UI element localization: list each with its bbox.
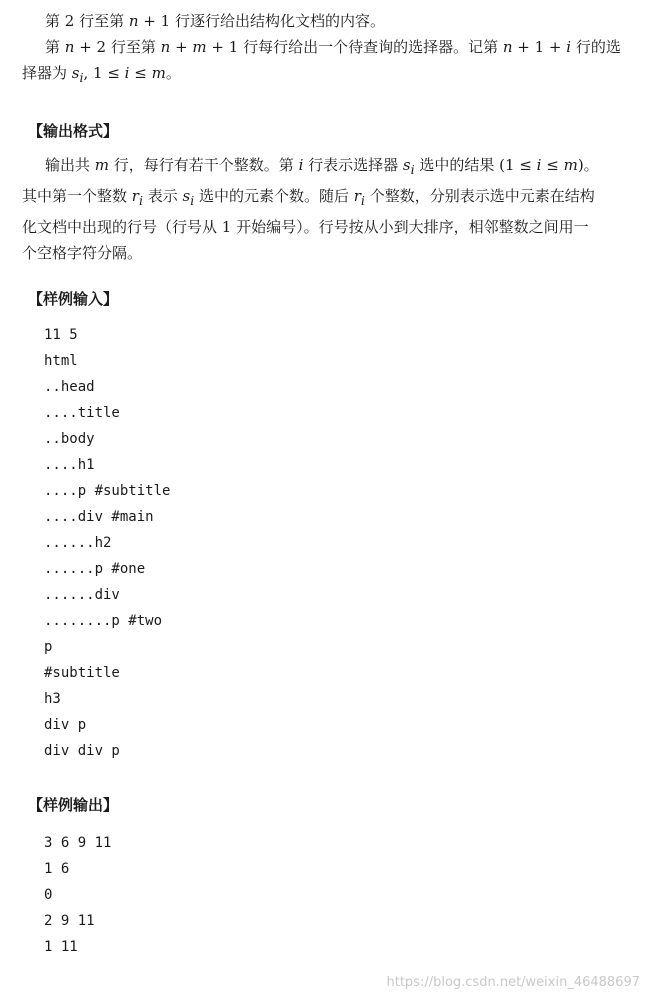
sample-input-line: 11 5 — [44, 327, 78, 343]
output-desc-line-3: 化文档中出现的行号（行号从 1 开始编号）。行号按从小到大排序，相邻整数之间用一 — [22, 218, 589, 236]
sample-output-block — [44, 830, 111, 960]
sample-input-line: ..body — [44, 431, 95, 447]
sample-output-line: 1 11 — [44, 939, 78, 955]
sample-input-line: ........p #two — [44, 613, 163, 629]
sample-input-line: ....p #subtitle — [44, 483, 171, 499]
sample-output-line: 0 — [44, 887, 53, 903]
sample-input-line: ..head — [44, 379, 95, 395]
sample-output-heading: 【样例输出】 — [28, 796, 119, 814]
sample-input-line: ......h2 — [44, 535, 112, 551]
sample-input-line: div p — [44, 717, 87, 733]
sample-input-heading: 【样例输入】 — [28, 290, 119, 308]
sample-output-line: 2 9 11 — [44, 913, 95, 929]
watermark: https://blog.csdn.net/weixin_46488697 — [386, 975, 640, 990]
input-desc-line-2: 第 n + 2 行至第 n + m + 1 行每行给出一个待查询的选择器。记第 n + 1 + i 行的选 — [45, 38, 621, 56]
input-desc-line-3: 择器为 $s_i$, 1 ≤ i ≤ m。 — [22, 64, 181, 85]
sample-input-line: p — [44, 639, 53, 655]
sample-input-block — [44, 322, 170, 764]
output-desc-line-1: 输出共 m 行，每行有若干个整数。第 i 行表示选择器 $s_i$ 选中的结果 (1 ≤ i ≤ m)。 — [45, 156, 599, 177]
output-format-description — [22, 152, 634, 266]
sample-input-line: h3 — [44, 691, 61, 707]
sample-input-line: ....h1 — [44, 457, 95, 473]
output-desc-line-4: 个空格字符分隔。 — [22, 244, 143, 262]
output-desc-line-2: 其中第一个整数 $r_i$ 表示 $s_i$ 选中的元素个数。随后 $r_i$ 个整数，分别表示选中元素在结构 — [22, 187, 595, 208]
sample-output-line: 1 6 — [44, 861, 70, 877]
input-desc-line-1: 第 2 行至第 n + 1 行逐行给出结构化文档的内容。 — [45, 12, 385, 30]
sample-output-line: 3 6 9 11 — [44, 835, 112, 851]
output-format-heading: 【输出格式】 — [28, 122, 119, 140]
sample-input-line: #subtitle — [44, 665, 120, 681]
input-description — [22, 8, 634, 91]
sample-input-line: ....title — [44, 405, 120, 421]
sample-input-line: ....div #main — [44, 509, 154, 525]
sample-input-line: html — [44, 353, 78, 369]
sample-input-line: ......div — [44, 587, 120, 603]
sample-input-line: div div p — [44, 743, 120, 759]
sample-input-line: ......p #one — [44, 561, 146, 577]
